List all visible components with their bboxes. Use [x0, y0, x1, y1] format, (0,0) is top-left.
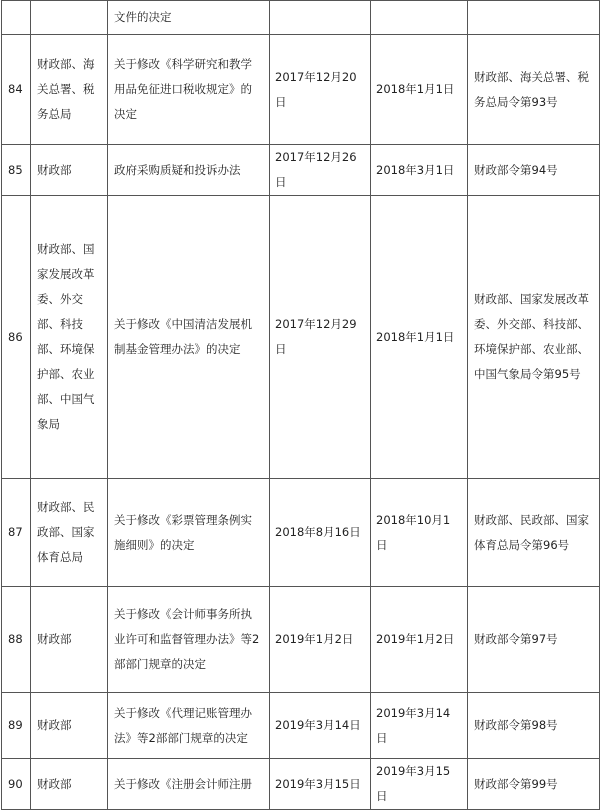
- regulation-title: 关于修改《中国清洁发展机制基金管理办法》的决定: [108, 196, 270, 479]
- issuing-agency: 财政部、民政部、国家体育总局: [31, 479, 108, 587]
- effective-date: 2018年3月1日: [371, 145, 468, 196]
- issuing-agency: 财政部、国家发展改革委、外交部、科技部、环境保护部、农业部、中国气象局: [31, 196, 108, 479]
- row-number: 88: [2, 587, 31, 693]
- effective-date: 2018年1月1日: [371, 196, 468, 479]
- row-number: 86: [2, 196, 31, 479]
- regulation-title: 关于修改《注册会计师注册: [108, 759, 270, 810]
- order-number: 财政部、海关总署、税务总局令第93号: [468, 35, 600, 145]
- row-number: 90: [2, 759, 31, 810]
- issuing-agency: 财政部: [31, 693, 108, 759]
- table-row: [2, 196, 600, 479]
- effective-date: 2019年3月14日: [371, 693, 468, 759]
- row-number: 87: [2, 479, 31, 587]
- effective-date: 2018年10月1日: [371, 479, 468, 587]
- regulation-title: 关于修改《科学研究和教学用品免征进口税收规定》的决定: [108, 35, 270, 145]
- table-row: [2, 145, 600, 196]
- publish-date: 2019年1月2日: [270, 587, 371, 693]
- regulation-title: 关于修改《彩票管理条例实施细则》的决定: [108, 479, 270, 587]
- order-number: 财政部令第99号: [468, 759, 600, 810]
- publish-date: 2017年12月20日: [270, 35, 371, 145]
- regulation-title: 关于修改《代理记账管理办法》等2部部门规章的决定: [108, 693, 270, 759]
- table-row: [2, 479, 600, 587]
- issuing-agency: [31, 1, 108, 35]
- publish-date: 2017年12月26日: [270, 145, 371, 196]
- order-number: [468, 1, 600, 35]
- effective-date: 2019年3月15日: [371, 759, 468, 810]
- table-row: [2, 759, 600, 810]
- table-row: [2, 35, 600, 145]
- issuing-agency: 财政部: [31, 145, 108, 196]
- regulations-table: [1, 0, 600, 810]
- effective-date: 2019年1月2日: [371, 587, 468, 693]
- order-number: 财政部令第94号: [468, 145, 600, 196]
- publish-date: 2018年8月16日: [270, 479, 371, 587]
- regulation-title: 文件的决定: [108, 1, 270, 35]
- effective-date: [371, 1, 468, 35]
- issuing-agency: 财政部: [31, 587, 108, 693]
- row-number: [2, 1, 31, 35]
- order-number: 财政部、国家发展改革委、外交部、科技部、环境保护部、农业部、中国气象局令第95号: [468, 196, 600, 479]
- row-number: 85: [2, 145, 31, 196]
- table-row: [2, 587, 600, 693]
- regulation-title: 关于修改《会计师事务所执业许可和监督管理办法》等2部部门规章的决定: [108, 587, 270, 693]
- row-number: 84: [2, 35, 31, 145]
- publish-date: [270, 1, 371, 35]
- row-number: 89: [2, 693, 31, 759]
- publish-date: 2019年3月14日: [270, 693, 371, 759]
- table-row: [2, 1, 600, 35]
- order-number: 财政部令第97号: [468, 587, 600, 693]
- publish-date: 2019年3月15日: [270, 759, 371, 810]
- effective-date: 2018年1月1日: [371, 35, 468, 145]
- order-number: 财政部令第98号: [468, 693, 600, 759]
- issuing-agency: 财政部、海关总署、税务总局: [31, 35, 108, 145]
- regulation-title: 政府采购质疑和投诉办法: [108, 145, 270, 196]
- table-row: [2, 693, 600, 759]
- issuing-agency: 财政部: [31, 759, 108, 810]
- publish-date: 2017年12月29日: [270, 196, 371, 479]
- order-number: 财政部、民政部、国家体育总局令第96号: [468, 479, 600, 587]
